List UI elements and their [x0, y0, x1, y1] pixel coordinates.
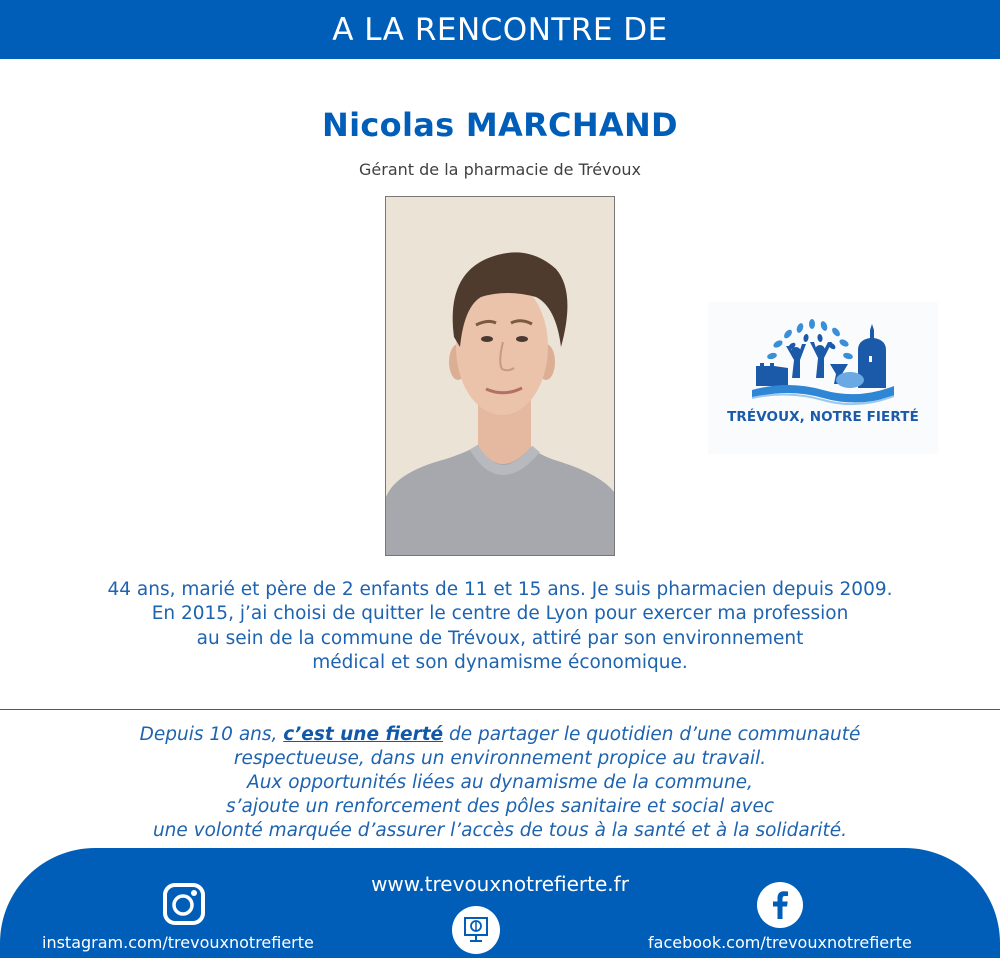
bio-line: 44 ans, marié et père de 2 enfants de 11 et 15 ans. Je suis pharmacien depuis 2009. — [107, 579, 893, 600]
facebook-icon[interactable] — [757, 882, 803, 928]
quote-text: Depuis 10 ans, — [139, 724, 284, 745]
quote-line: s’ajoute un renforcement des pôles sanitaire et social avec — [225, 796, 775, 817]
quote-text: de partager le quotidien d’une communauté — [443, 724, 861, 745]
top-banner — [0, 0, 1000, 59]
profile-name: Nicolas MARCHAND — [322, 106, 678, 144]
bio-line: médical et son dynamisme économique. — [312, 651, 688, 673]
quote-line: Aux opportunités liées au dynamisme de la commune, — [247, 772, 753, 793]
banner-title: A LA RENCONTRE DE — [332, 11, 668, 48]
portrait-illustration — [386, 197, 614, 555]
quote-line: une volonté marquée d’assurer l’accès de tous à la santé et à la solidarité. — [152, 820, 848, 841]
portrait-photo — [385, 196, 615, 556]
logo-emblem-icon — [748, 316, 898, 406]
quote-line — [0, 723, 1000, 747]
bio-line: au sein de la commune de Trévoux, attiré par son environnement — [196, 627, 804, 649]
logo-text: TRÉVOUX, NOTRE FIERTÉ — [727, 409, 919, 425]
profile-role: Gérant de la pharmacie de Trévoux — [359, 160, 641, 179]
bio-line: En 2015, j’ai choisi de quitter le centre de Lyon pour exercer ma profession — [151, 603, 849, 625]
bio-paragraph — [0, 578, 1000, 675]
facebook-link[interactable]: facebook.com/trevouxnotrefierte — [648, 933, 912, 952]
section-divider — [0, 709, 1000, 710]
instagram-icon[interactable] — [162, 882, 206, 926]
quote-line: respectueuse, dans un environnement propice au travail. — [233, 748, 767, 769]
website-icon[interactable] — [452, 906, 500, 954]
quote-highlight: c’est une fierté — [283, 724, 444, 745]
trevoux-notre-fierte-logo — [708, 302, 938, 454]
website-link[interactable]: www.trevouxnotrefierte.fr — [371, 872, 629, 896]
instagram-link[interactable]: instagram.com/trevouxnotrefierte — [42, 933, 314, 952]
quote-paragraph — [0, 723, 1000, 843]
footer — [0, 848, 1000, 958]
